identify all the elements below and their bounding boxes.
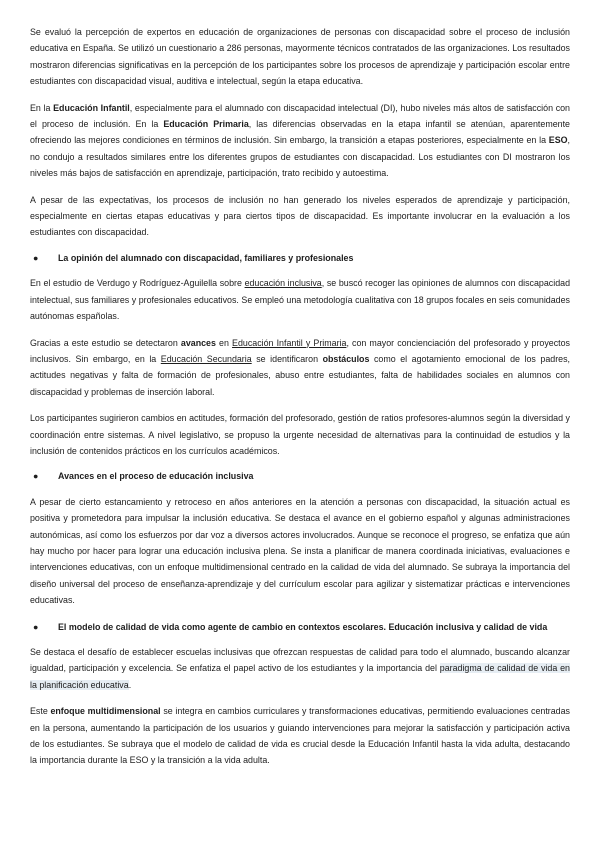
paragraph-escuelas-inclusivas (30, 644, 570, 693)
highlighted-text: paradigma de calidad de vida en la planificación educativa (30, 663, 570, 690)
text-run: Se destaca el desafío de establecer escuelas inclusivas que ofrezcan respuestas de calidad para todo el alumnado, buscando alcanzar igualdad, participación y excelencia. Se enfatiza el papel activo de los estudiantes y la importancia del (30, 647, 570, 674)
link-educacion-secundaria[interactable]: Educación Secundaria (160, 353, 252, 364)
bullet-heading-text: La opinión del alumnado con discapacidad, familiares y profesionales (58, 252, 354, 263)
text-run: , se buscó recoger las opiniones de alumnos con discapacidad intelectual, sus familiares y profesionales educativos. Se empleó una metodología cualitativa con 18 grupos focales en seis comunidades autónomas españolas. (30, 278, 571, 322)
bullet-icon: ● (33, 621, 39, 632)
paragraph-estudio-verdugo (30, 275, 570, 324)
bullet-heading-opinion (30, 250, 570, 266)
text-run: , con mayor concienciación del profesorado y proyectos inclusivos. Sin embargo, en la (30, 337, 570, 364)
text-run: se identificaron (251, 353, 323, 364)
text-run: Gracias a este estudio se detectaron (30, 337, 181, 348)
text-run: . (128, 679, 132, 690)
bold-educacion-infantil: Educación Infantil (53, 102, 130, 113)
paragraph-cambios-sugeridos: Los participantes sugirieron cambios en actitudes, formación del profesorado, gestión de ratios profesores-alumnos según la diversidad y coordinación entre sistemas. A nivel legislativo, se propuso la urgente necesidad de alternativas para la continuidad de estudios y la inclusión de contenidos prácticos en los currículos académicos. (30, 413, 570, 456)
text-run: En el estudio de Verdugo y Rodríguez-Aguilella sobre (30, 278, 245, 289)
bold-obstaculos: obstáculos (322, 353, 370, 364)
bullet-heading-avances (30, 468, 570, 484)
bold-eso: ESO (548, 135, 568, 146)
link-educacion-inclusiva[interactable]: educación inclusiva (244, 278, 322, 289)
link-educacion-infantil-primaria[interactable]: Educación Infantil y Primaria (232, 337, 347, 348)
paragraph-enfoque-multidimensional (30, 703, 570, 769)
text-run: en (215, 337, 233, 348)
bullet-heading-calidad-vida (30, 619, 570, 635)
document-page (30, 24, 570, 779)
text-run: , las diferencias observadas en la etapa infantil se atenúan, aparentemente ofreciendo las mejores condiciones en términos de inclusión. Sin embargo, la transición a etapas posteriores, especialmente en la (30, 119, 570, 146)
paragraph-situacion-actual: A pesar de cierto estancamiento y retroceso en años anteriores en la atención a personas con discapacidad, la situación actual es positiva y prometedora para impulsar la inclusión educativa. Se destaca el avance en el gobierno español y algunas administraciones autonómicas, así como los esfuerzos por dar voz a diversos actores involucrados. Aunque se reconoce el progreso, se enfatiza que aún hay mucho por hacer para lograr una educación inclusiva plena. Se insta a planificar de manera coordinada iniciativas, evaluaciones e intervenciones educativas, con un enfoque multidimensional centrado en la calidad de vida del alumnado. Se subraya la importancia del diseño universal del proceso de enseñanza-aprendizaje y del currículum escolar para agilizar y sistematizar prácticas e intervenciones educativas. (30, 496, 570, 606)
bullet-icon: ● (33, 471, 39, 482)
paragraph-intro: Se evaluó la percepción de expertos en educación de organizaciones de personas con discapacidad sobre el proceso de inclusión educativa en España. Se utilizó un cuestionario a 286 personas, mayormente técnicos contratados de las organizaciones. Los resultados mostraron diferencias significativas en la percepción de los participantes sobre los procesos de aprendizaje y participación escolar entre estudiantes con discapacidad visual, auditiva e intelectual, según la etapa educativa. (30, 27, 570, 87)
bold-avances: avances (180, 337, 216, 348)
paragraph-infantil-primaria (30, 100, 570, 182)
paragraph-avances-obstaculos (30, 335, 570, 401)
bullet-icon: ● (33, 252, 39, 263)
bold-educacion-primaria: Educación Primaria (163, 119, 249, 130)
text-run: , no condujo a resultados similares entre los diferentes grupos de estudiantes con discapacidad. Los estudiantes con DI mostraron los niveles más bajos de satisfacción en aprendizaje, participación, trato recibido y autoestima. (30, 135, 570, 179)
bold-enfoque-multidimensional: enfoque multidimensional (50, 706, 161, 717)
bullet-heading-text: El modelo de calidad de vida como agente de cambio en contextos escolares. Educación inclusiva y calidad de vida (58, 621, 548, 632)
bullet-heading-text: Avances en el proceso de educación inclusiva (58, 471, 254, 482)
text-run: como el agotamiento emocional de los padres, actitudes negativas y falta de formación de profesionales, abuso entre estudiantes, falta de habilidades sociales en alumnos con discapacidad y problemas de inserción laboral. (30, 353, 570, 397)
text-run: , especialmente para el alumnado con discapacidad intelectual (DI), hubo niveles más altos de satisfacción con el proceso de inclusión. En la (30, 102, 570, 130)
paragraph-expectativas: A pesar de las expectativas, los procesos de inclusión no han generado los niveles esperados de aprendizaje y participación, especialmente en ciertas etapas educativas y para ciertos tipos de discapacidad. Es importante involucrar en la evaluación a los estudiantes con discapacidad. (30, 194, 570, 238)
text-run: se integra en cambios curriculares y transformaciones educativas, permitiendo evaluaciones centradas en la persona, aumentando la participación de los usuarios y guiando intervenciones para mejorar la satisfacción y participación activa de los estudiantes. Se subraya que el modelo de calidad de vida es crucial desde la Educación Infantil hasta la vida adulta, destacando la importancia durante la ESO y la transición a la vida adulta. (30, 706, 570, 766)
text-run: Este (30, 706, 51, 717)
text-run: En la (30, 102, 54, 113)
